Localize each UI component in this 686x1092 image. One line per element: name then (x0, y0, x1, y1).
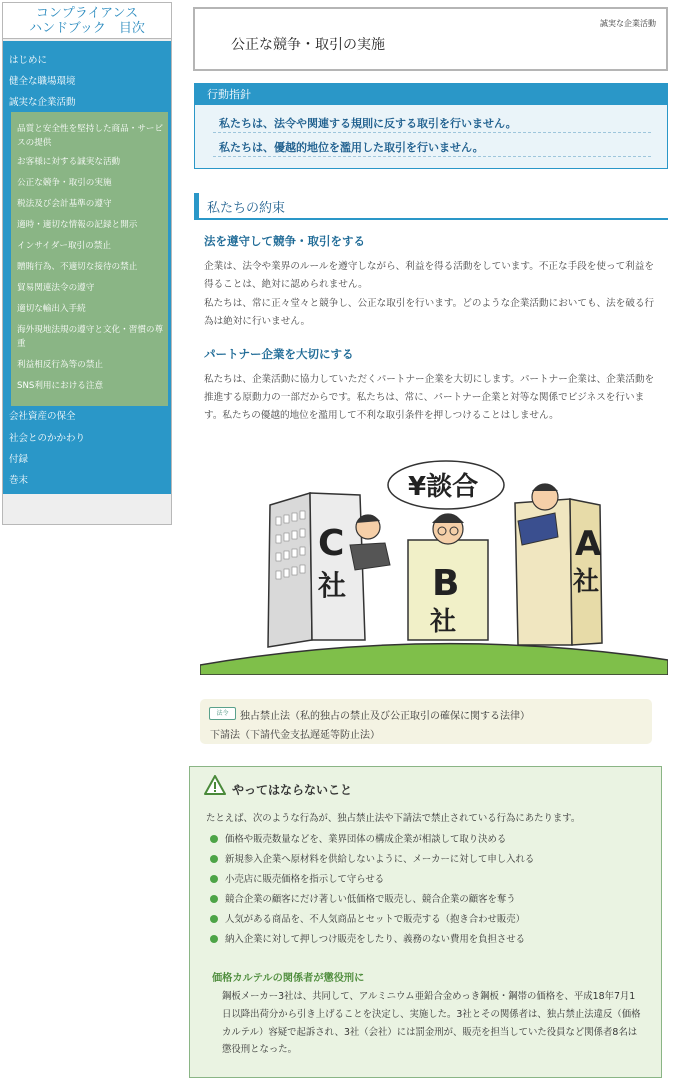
page-title: 公正な競争・取引の実施 (231, 37, 385, 53)
bullet-dot-icon (210, 875, 218, 883)
toc-list (3, 41, 171, 494)
page-header (193, 7, 668, 71)
promise-paragraph-2: 私たちは、企業活動に協力していただくパートナー企業を大切にします。パートナー企業は、企業活動を推進する原動力の一部だからです。私たちは、常に、パートナー企業と対等な関係でビジネスを行います。私たちの優越的地位を濫用して不利な取引条件を押しつけることはしません。 (204, 374, 655, 421)
toc-title (3, 3, 171, 39)
toc-item-intro[interactable]: はじめに (9, 55, 48, 66)
toc-sub-item[interactable]: 税法及び会計基準の遵守 (17, 199, 112, 209)
promise-paragraph-1b: 私たちは、常に正々堂々と競争し、公正な取引を行います。どのような企業活動においても、法を破る行為は絶対に行いません。 (204, 298, 655, 327)
toc-sub-item[interactable]: 利益相反行為等の禁止 (17, 360, 103, 370)
law-badge: 法令 (209, 707, 236, 720)
toc-sublist (11, 112, 168, 406)
toc-sub-item[interactable]: 品質と安全性を堅持した商品・サービスの提供 (17, 124, 164, 148)
related-laws (200, 699, 652, 744)
bullet-dot-icon (210, 855, 218, 863)
guideline-2: 私たちは、優越的地位を濫用した取引を行いません。 (219, 141, 484, 154)
prohibited-intro: たとえば、次のような行為が、独占禁止法や下請法で禁止されている行為にあたります。 (206, 813, 581, 824)
prohibited-item: 新規参入企業へ原材料を供給しないように、メーカーに対して申し入れる (210, 851, 534, 865)
toc-item-business[interactable]: 誠実な企業活動 (9, 97, 76, 108)
speech-bubble-text: ¥談合 (408, 472, 479, 502)
toc-item-assets[interactable]: 会社資産の保全 (9, 411, 76, 422)
prohibited-actions-box (189, 766, 662, 1078)
guideline-divider (213, 156, 651, 157)
company-c-suffix: 社 (318, 569, 347, 602)
toc-sub-item[interactable]: 適切な輸出入手続 (17, 304, 86, 314)
company-c-label: C (318, 523, 345, 564)
prohibited-item: 価格や販売数量などを、業界団体の構成企業が相談して取り決める (210, 831, 506, 845)
promise-subheading-1: 法を遵守して競争・取引をする (204, 234, 365, 248)
law-item-2: 下請法（下請代金支払遅延等防止法） (210, 730, 380, 741)
toc-item-appendix[interactable]: 付録 (9, 454, 29, 465)
bullet-dot-icon (210, 915, 218, 923)
bullet-dot-icon (210, 835, 218, 843)
toc-sub-item[interactable]: 適時・適切な情報の記録と開示 (17, 220, 138, 230)
action-guidelines (194, 83, 668, 169)
promise-section-header (194, 190, 668, 220)
case-text: 鋼板メーカー3社は、共同して、アルミニウム亜鉛合金めっき鋼板・鋼帯の価格を、平成18年7月1日以降出荷分から引き上げることを決定し、実施した。3社とその関係者は、独占禁止法違反（価格カルテル）容疑で起訴され、3社（会社）には罰金刑が、販売を担当していた役員など関係者8名は懲役刑となった。 (222, 991, 641, 1056)
guideline-divider (213, 132, 651, 133)
prohibited-item: 競合企業の顧客にだけ著しい低価格で販売し、競合企業の顧客を奪う (210, 891, 516, 905)
toc-sub-item[interactable]: 貿易関連法令の遵守 (17, 283, 95, 293)
toc-sub-item[interactable]: インサイダー取引の禁止 (17, 241, 111, 251)
toc-item-end[interactable]: 巻末 (9, 475, 29, 486)
toc-item-workplace[interactable]: 健全な職場環境 (9, 76, 76, 87)
toc-title-line2: ハンドブック 目次 (29, 21, 145, 36)
promise-heading: 私たちの約束 (207, 201, 286, 216)
toc-sub-item[interactable]: 海外現地法規の遵守と文化・習慣の尊重 (17, 325, 164, 349)
prohibited-heading: やってはならないこと (232, 783, 353, 797)
toc-item-society[interactable]: 社会とのかかわり (9, 433, 86, 444)
prohibited-item: 人気がある商品を、不人気商品とセットで販売する（抱き合わせ販売） (210, 911, 525, 925)
law-item-1: 独占禁止法（私的独占の禁止及び公正取引の確保に関する法律） (240, 711, 530, 722)
toc-sub-item[interactable]: お客様に対する誠実な活動 (17, 157, 121, 167)
warning-icon (204, 775, 226, 795)
toc-sub-item[interactable]: SNS利用における注意 (17, 381, 104, 391)
toc-sidebar (2, 2, 172, 525)
guidelines-heading: 行動指針 (195, 84, 667, 105)
prohibited-item: 納入企業に対して押しつけ販売をしたり、義務のない費用を負担させる (210, 931, 525, 945)
toc-sub-item-current[interactable]: 公正な競争・取引の実施 (17, 178, 112, 188)
section-bar (194, 193, 199, 218)
bid-rigging-illustration (200, 455, 668, 675)
case-heading: 価格カルテルの関係者が懲役刑に (212, 973, 365, 984)
company-a-suffix: 社 (573, 567, 600, 597)
toc-title-line1: コンプライアンス (35, 6, 139, 21)
category-label: 誠実な企業活動 (600, 19, 656, 28)
company-b-suffix: 社 (430, 607, 457, 637)
company-a-label: A (575, 524, 602, 564)
guideline-1: 私たちは、法令や関連する規則に反する取引を行いません。 (219, 117, 517, 130)
bullet-dot-icon (210, 895, 218, 903)
promise-subheading-2: パートナー企業を大切にする (204, 347, 354, 361)
company-b-label: B (432, 563, 460, 604)
promise-paragraph-1a: 企業は、法令や業界のルールを遵守しながら、利益を得る活動をしています。不正な手段を使って利益を得ることは、絶対に認められません。 (204, 261, 654, 290)
prohibited-item: 小売店に販売価格を指示して守らせる (210, 871, 384, 885)
toc-sub-item[interactable]: 贈賄行為、不適切な接待の禁止 (17, 262, 138, 272)
bullet-dot-icon (210, 935, 218, 943)
